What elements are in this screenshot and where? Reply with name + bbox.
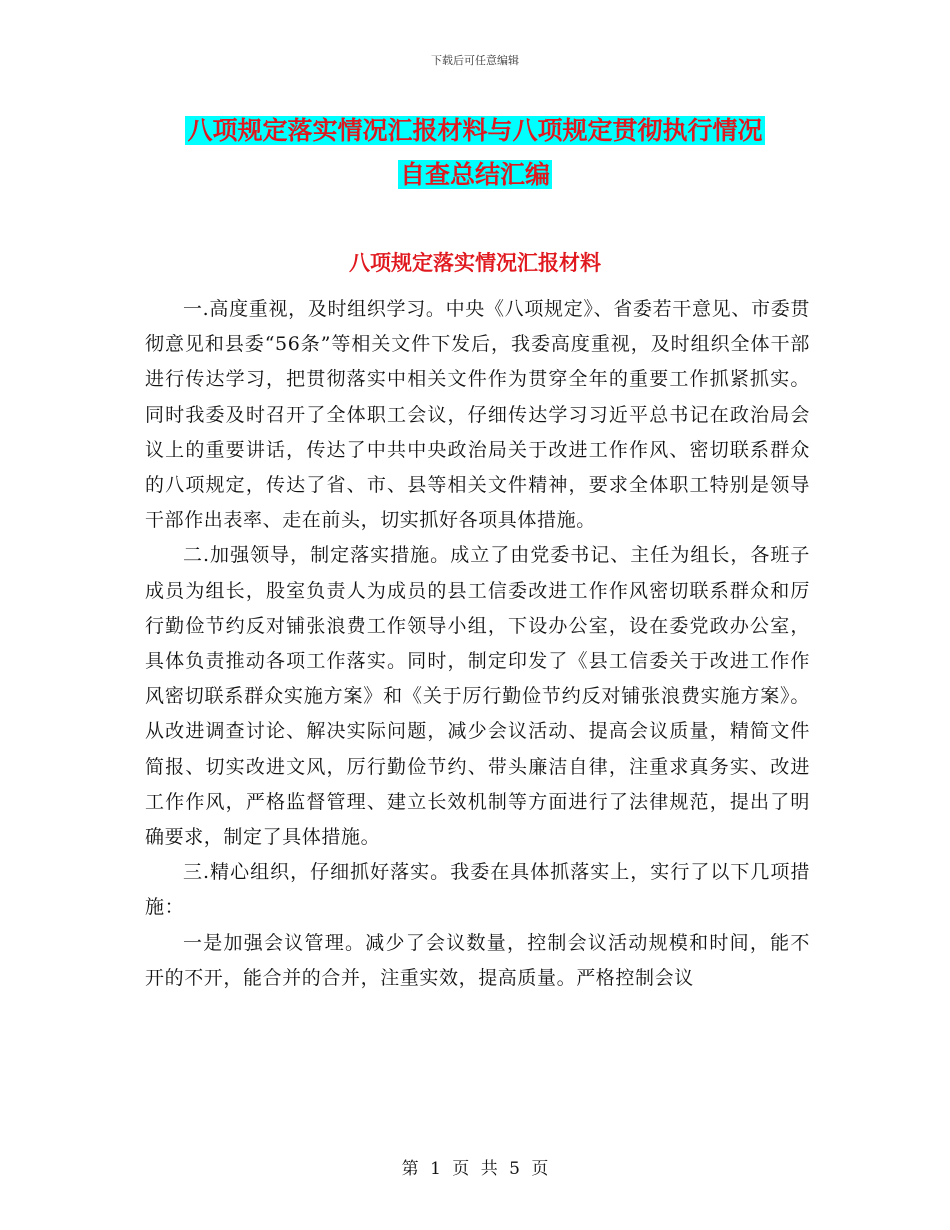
document-title-line-2-text: 自查总结汇编 [399,160,550,189]
paragraph-4: 一是加强会议管理。减少了会议数量，控制会议活动规模和时间，能不开的不开，能合并的合并，注重实效，提高质量。严格控制会议 [145,931,810,989]
document-title-line-1-text: 八项规定落实情况汇报材料与八项规定贯彻执行情况 [187,116,763,145]
document-title-line-1 [0,112,950,150]
section-title: 八项规定落实情况汇报材料 [349,251,601,275]
paragraph-1: 一.高度重视，及时组织学习。中央《八项规定》、省委若干意见、市委贯彻意见和县委“56条”等相关文件下发后，我委高度重视，及时组织全体干部进行传达学习，把贯彻落实中相关文件作为贯穿全年的重要工作抓紧抓实。同时我委及时召开了全体职工会议，仔细传达学习习近平总书记在政治局会议上的重要讲话，传达了中共中央政治局关于改进工作作风、密切联系群众的八项规定，传达了省、市、县等相关文件精神，要求全体职工特别是领导干部作出表率、走在前头，切实抓好各项具体措施。 [145,298,810,532]
document-title-line-2 [0,156,950,194]
body-text [145,292,810,996]
paragraph-3: 三.精心组织，仔细抓好落实。我委在具体抓落实上，实行了以下几项措施： [145,861,810,919]
page-footer: 第 1 页 共 5 页 [401,1159,549,1179]
paragraph-2: 二.加强领导，制定落实措施。成立了由党委书记、主任为组长，各班子成员为组长，股室负责人为成员的县工信委改进工作作风密切联系群众和厉行勤俭节约反对铺张浪费工作领导小组，下设办公室，设在委党政办公室，具体负责推动各项工作落实。同时，制定印发了《县工信委关于改进工作作风密切联系群众实施方案》和《关于厉行勤俭节约反对铺张浪费实施方案》。从改进调查讨论、解决实际问题，减少会议活动、提高会议质量，精简文件简报、切实改进文风，厉行勤俭节约、带头廉洁自律，注重求真务实、改进工作作风，严格监督管理、建立长效机制等方面进行了法律规范，提出了明确要求，制定了具体措施。 [145,544,810,849]
header-note: 下载后可任意编辑 [431,54,519,67]
